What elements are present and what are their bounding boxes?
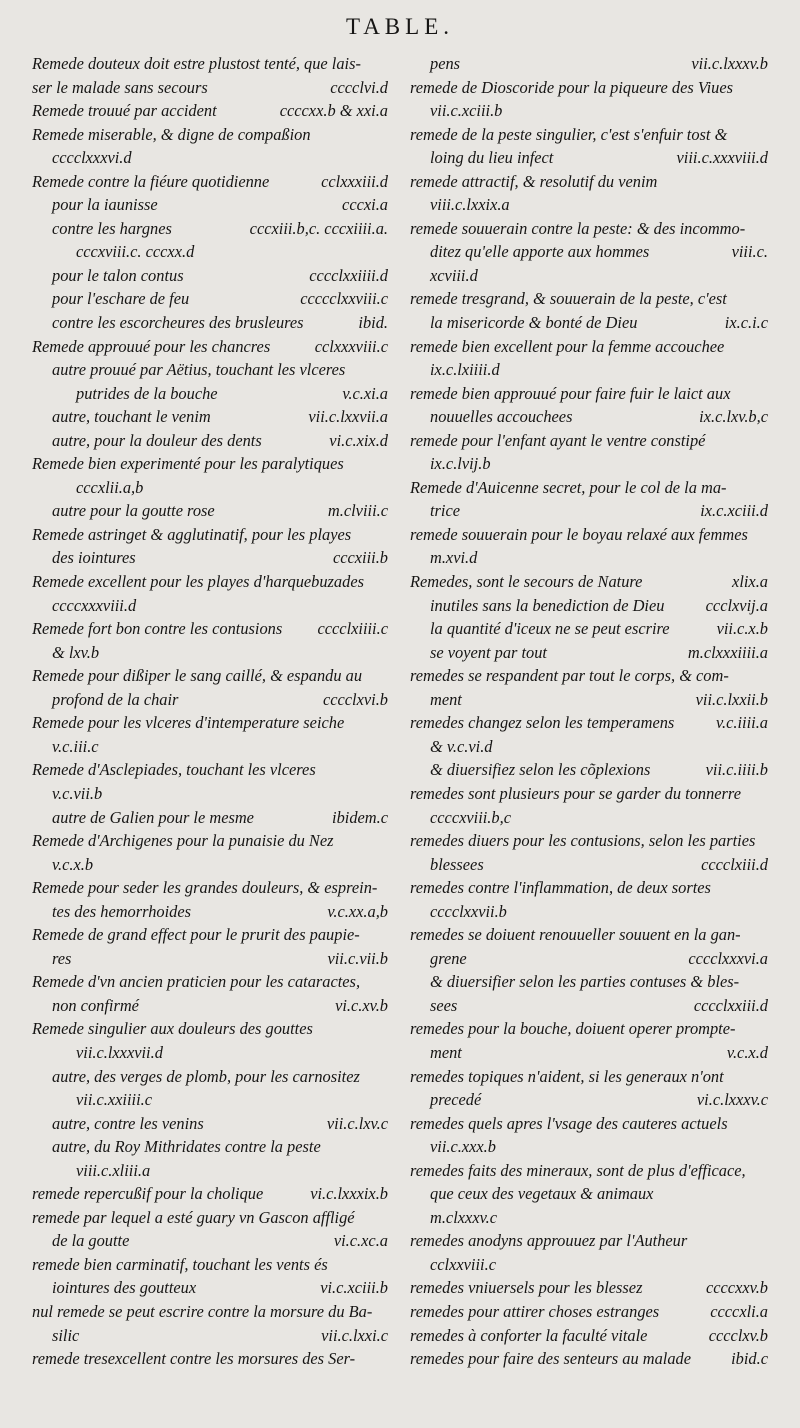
page-reference: vi.c.lxxxv.c	[696, 1090, 768, 1110]
entry-text: remede souuerain pour le boyau relaxé aux femmes	[410, 524, 748, 544]
entry-text: cccxviii.c. cccxx.d	[76, 242, 195, 262]
page-reference: vii.c.iiii.b	[705, 760, 768, 780]
index-line	[410, 123, 768, 147]
entry-text: ccccxviii.b,c	[430, 807, 511, 827]
entry-text: remede bien approuué pour faire fuir le laict aux	[410, 383, 731, 403]
page-reference: vii.c.lxv.c	[326, 1113, 388, 1133]
entry-text: inutiles sans la benediction de Dieu	[430, 595, 665, 615]
index-line	[410, 52, 768, 76]
entry-text: ditez qu'elle apporte aux hommes	[430, 242, 650, 262]
entry-text: remedes sont plusieurs pour se garder du tonnerre	[410, 783, 741, 803]
entry-text: profond de la chair	[52, 689, 179, 709]
index-line	[32, 664, 388, 688]
index-line	[410, 806, 768, 830]
entry-text: remedes anodyns approuuez par l'Autheur	[410, 1231, 688, 1251]
index-line	[32, 1206, 388, 1230]
index-line	[410, 1135, 768, 1159]
page-reference: vi.c.xciii.b	[320, 1278, 388, 1298]
entry-text: viii.c.lxxix.a	[430, 195, 510, 215]
entry-text: remede attractif, & resolutif du venim	[410, 171, 658, 191]
entry-text: xcviii.d	[430, 265, 478, 285]
entry-text: ix.c.lvij.b	[430, 454, 491, 474]
index-line	[32, 1088, 388, 1112]
page-reference: vii.c.lxxi.c	[321, 1325, 388, 1345]
page-reference: cccclxiii.d	[701, 854, 768, 874]
index-line	[410, 287, 768, 311]
index-line	[32, 735, 388, 759]
index-line	[410, 546, 768, 570]
entry-text: remede de Dioscoride pour la piqueure des Viues	[410, 77, 734, 97]
entry-text: remede pour l'enfant ayant le ventre constipé	[410, 430, 706, 450]
index-line	[32, 382, 388, 406]
index-line	[410, 900, 768, 924]
entry-text: cccclxxvii.b	[430, 901, 507, 921]
entry-text: cccxlii.a,b	[76, 477, 144, 497]
entry-text: Remede contre la fiéure quotidienne	[32, 171, 270, 191]
index-line	[32, 947, 388, 971]
entry-text: remede de la peste singulier, c'est s'enfuir tost &	[410, 124, 728, 144]
index-line	[32, 1276, 388, 1300]
entry-text: la misericorde & bonté de Dieu	[430, 313, 638, 333]
entry-text: Remede excellent pour les playes d'harquebuzades	[32, 572, 364, 592]
index-line	[410, 1065, 768, 1089]
entry-text: remede tresexcellent contre les morsures des Ser-	[32, 1349, 356, 1369]
entry-text: Remede pour seder les grandes douleurs, & esprein-	[32, 878, 378, 898]
entry-text: pour l'eschare de feu	[52, 289, 190, 309]
entry-text: remede souuerain contre la peste: & des incommo-	[410, 218, 746, 238]
index-line	[32, 900, 388, 924]
page-reference: v.c.xx.a,b	[327, 901, 388, 921]
page-reference: vi.c.xv.b	[335, 995, 388, 1015]
index-line	[32, 970, 388, 994]
index-line	[32, 806, 388, 830]
entry-text: remedes faits des mineraux, sont de plus d'efficace,	[410, 1160, 746, 1180]
page-reference: vii.c.vii.b	[327, 948, 388, 968]
entry-text: remedes topiques n'aident, si les generaux n'ont	[410, 1066, 724, 1086]
index-line	[410, 264, 768, 288]
entry-text: iointures des goutteux	[52, 1278, 197, 1298]
page-reference: ccccxli.a	[710, 1301, 768, 1321]
entry-text: remedes quels apres l'vsage des cauteres actuels	[410, 1113, 728, 1133]
page-reference: cclxxxiii.d	[321, 171, 388, 191]
index-line	[410, 570, 768, 594]
index-line	[32, 287, 388, 311]
index-line	[32, 264, 388, 288]
entry-text: Remede singulier aux douleurs des gouttes	[32, 1019, 313, 1039]
entry-text: remede par lequel a esté guary vn Gascon affligé	[32, 1207, 355, 1227]
index-line	[410, 311, 768, 335]
index-line	[410, 876, 768, 900]
entry-text: m.clxxxv.c	[430, 1207, 498, 1227]
index-line	[32, 923, 388, 947]
index-line	[410, 735, 768, 759]
entry-text: m.xvi.d	[430, 548, 478, 568]
entry-text: pens	[430, 54, 461, 73]
page-reference: v.c.iiii.a	[715, 713, 768, 733]
index-line	[410, 1229, 768, 1253]
index-line	[410, 688, 768, 712]
index-line	[410, 947, 768, 971]
page-reference: cccclxxiii.d	[693, 995, 768, 1015]
page-reference: ccclxvij.a	[705, 595, 768, 615]
entry-text: Remede pour les vlceres d'intemperature seiche	[32, 713, 345, 733]
index-line	[410, 335, 768, 359]
entry-text: remede tresgrand, & souuerain de la peste, c'est	[410, 289, 727, 309]
page-header-title: TABLE.	[345, 14, 454, 39]
index-line	[32, 358, 388, 382]
index-line	[410, 617, 768, 641]
entry-text: remedes pour faire des senteurs au malade	[410, 1349, 692, 1369]
index-line	[32, 688, 388, 712]
entry-text: remedes diuers pour les contusions, selon les parties	[410, 831, 756, 851]
entry-text: Remede d'vn ancien praticien pour les cataractes,	[32, 972, 361, 992]
index-line	[410, 382, 768, 406]
index-line	[410, 1112, 768, 1136]
index-line	[410, 782, 768, 806]
index-line	[32, 1159, 388, 1183]
entry-text: & diuersifier selon les parties contuses & bles-	[430, 972, 740, 992]
entry-text: remedes pour la bouche, doiuent operer prompte-	[410, 1019, 736, 1039]
page-reference: cccclxiiii.c	[317, 619, 388, 639]
index-line	[32, 429, 388, 453]
entry-text: & lxv.b	[52, 642, 100, 662]
entry-text: Remede d'Auicenne secret, pour le col de la ma-	[410, 477, 727, 497]
index-line	[410, 1041, 768, 1065]
entry-text: vii.c.lxxxvii.d	[76, 1042, 163, 1062]
index-line	[32, 1229, 388, 1253]
index-line	[410, 76, 768, 100]
index-line	[32, 1041, 388, 1065]
page-reference: vi.c.xix.d	[329, 430, 388, 450]
index-line	[32, 193, 388, 217]
index-line	[410, 1300, 768, 1324]
index-line	[32, 1135, 388, 1159]
page-reference: vi.c.xc.a	[333, 1231, 388, 1251]
entry-text: v.c.x.b	[52, 854, 94, 874]
index-line	[32, 594, 388, 618]
entry-text: vii.c.xxiiii.c	[76, 1090, 152, 1110]
page-reference: vi.c.lxxxix.b	[310, 1184, 388, 1204]
entry-text: vii.c.xciii.b	[430, 101, 503, 121]
page-reference: vii.c.lxxvii.a	[308, 407, 388, 427]
entry-text: Remede fort bon contre les contusions	[32, 619, 283, 639]
page-reference: cccxi.a	[342, 195, 388, 215]
index-line	[32, 829, 388, 853]
index-line	[410, 240, 768, 264]
index-line	[410, 1347, 768, 1371]
entry-text: vii.c.xxx.b	[430, 1137, 496, 1157]
index-line	[410, 664, 768, 688]
page-reference: v.c.xi.a	[342, 383, 388, 403]
index-line	[410, 923, 768, 947]
entry-text: Remede trouué par accident	[32, 101, 217, 121]
index-line	[32, 1112, 388, 1136]
entry-text: remedes changez selon les temperamens	[410, 713, 675, 733]
entry-text: precedé	[430, 1090, 482, 1110]
index-line	[32, 405, 388, 429]
entry-text: viii.c.xliii.a	[76, 1160, 151, 1180]
index-line	[32, 52, 388, 76]
page-reference: ibid.	[358, 313, 388, 333]
index-line	[32, 1300, 388, 1324]
index-line	[32, 76, 388, 100]
entry-text: cclxxviii.c	[430, 1254, 496, 1274]
entry-text: Remede astringet & agglutinatif, pour les playes	[32, 524, 352, 544]
index-line	[32, 711, 388, 735]
index-line	[32, 146, 388, 170]
entry-text: trice	[430, 501, 461, 521]
entry-text: grene	[430, 948, 467, 968]
page-reference: cccxiii.b	[332, 548, 388, 568]
index-line	[410, 1206, 768, 1230]
page-reference: viii.c.	[731, 242, 768, 262]
index-line	[32, 876, 388, 900]
page-reference: vii.c.lxxxv.b	[691, 54, 768, 73]
entry-text: de la goutte	[52, 1231, 130, 1251]
page-reference: vii.c.x.b	[716, 619, 768, 639]
entry-text: Remede de grand effect pour le prurit des paupie-	[32, 925, 360, 945]
entry-text: remedes pour attirer choses estranges	[410, 1301, 660, 1321]
entry-text: autre, touchant le venim	[52, 407, 211, 427]
page-reference: v.c.x.d	[726, 1042, 768, 1062]
index-line	[32, 641, 388, 665]
entry-text: blessees	[430, 854, 484, 874]
index-line	[32, 1182, 388, 1206]
page-reference: cccclxvi.b	[322, 689, 388, 709]
entry-text: & diuersifiez selon les cõplexions	[430, 760, 651, 780]
entry-text: autre prouué par Aëtius, touchant les vlceres	[52, 360, 346, 380]
entry-text: pour la iaunisse	[52, 195, 158, 215]
entry-text: remedes vniuersels pour les blessez	[410, 1278, 643, 1298]
entry-text: se voyent par tout	[430, 642, 547, 662]
index-line	[410, 358, 768, 382]
page-reference: cclxxxviii.c	[314, 336, 388, 356]
entry-text: Remede d'Archigenes pour la punaisie du Nez	[32, 831, 334, 851]
index-line	[32, 99, 388, 123]
index-line	[410, 594, 768, 618]
index-line	[410, 452, 768, 476]
index-line	[32, 123, 388, 147]
entry-text: putrides de la bouche	[76, 383, 218, 403]
index-line	[32, 1065, 388, 1089]
entry-text: autre de Galien pour le mesme	[52, 807, 254, 827]
index-line	[32, 758, 388, 782]
entry-text: Remede d'Asclepiades, touchant les vlceres	[32, 760, 316, 780]
index-line	[32, 994, 388, 1018]
index-line	[410, 1017, 768, 1041]
entry-text: v.c.iii.c	[52, 736, 99, 756]
entry-text: remedes se respandent par tout le corps, & com-	[410, 666, 729, 686]
entry-text: non confirmé	[52, 995, 139, 1015]
index-line	[410, 1276, 768, 1300]
left-column	[32, 52, 388, 1371]
page-reference: xlix.a	[732, 572, 768, 592]
entry-text: sees	[430, 995, 458, 1015]
entry-text: v.c.vii.b	[52, 783, 103, 803]
index-line	[410, 523, 768, 547]
entry-text: & v.c.vi.d	[430, 736, 493, 756]
entry-text: silic	[52, 1325, 80, 1345]
entry-text: res	[52, 948, 72, 968]
index-line	[410, 405, 768, 429]
entry-text: ser le malade sans secours	[32, 77, 208, 97]
entry-text: autre, contre les venins	[52, 1113, 204, 1133]
entry-text: autre pour la goutte rose	[52, 501, 215, 521]
index-line	[32, 546, 388, 570]
entry-text: remedes contre l'inflammation, de deux sortes	[410, 878, 711, 898]
page-reference: ix.c.xciii.d	[700, 501, 768, 521]
page-reference: ix.c.i.c	[724, 313, 768, 333]
index-line	[410, 853, 768, 877]
entry-text: nouuelles accouchees	[430, 407, 573, 427]
page-reference: cccclxxiiii.d	[309, 265, 388, 285]
entry-text: remede bien excellent pour la femme accouchee	[410, 336, 725, 356]
index-line	[410, 476, 768, 500]
entry-text: Remede bien experimenté pour les paralytiques	[32, 454, 344, 474]
entry-text: loing du lieu infect	[430, 148, 554, 168]
entry-text: Remede miserable, & digne de compaßion	[32, 124, 311, 144]
entry-text: Remede douteux doit estre plustost tenté, que lais-	[32, 54, 361, 73]
entry-text: contre les escorcheures des brusleures	[52, 313, 304, 333]
entry-text: ment	[430, 689, 462, 709]
index-line	[410, 1253, 768, 1277]
page-reference: m.clviii.c	[327, 501, 388, 521]
page-reference: cccclxxxvi.a	[688, 948, 768, 968]
index-line	[410, 1324, 768, 1348]
index-line	[32, 617, 388, 641]
entry-text: autre, du Roy Mithridates contre la peste	[52, 1137, 321, 1157]
entry-text: nul remede se peut escrire contre la morsure du Ba-	[32, 1301, 373, 1321]
index-line	[32, 1253, 388, 1277]
entry-text: autre, des verges de plomb, pour les carnositez	[52, 1066, 360, 1086]
page-reference: m.clxxxiiii.a	[687, 642, 768, 662]
page-reference: ibidem.c	[332, 807, 388, 827]
index-line	[32, 1324, 388, 1348]
page-reference: ccccclxxviii.c	[300, 289, 388, 309]
index-line	[410, 499, 768, 523]
entry-text: remede bien carminatif, touchant les vents és	[32, 1254, 328, 1274]
page-reference: ccccxx.b & xxi.a	[279, 101, 388, 121]
right-column	[410, 52, 768, 1371]
entry-text: la quantité d'iceux ne se peut escrire	[430, 619, 670, 639]
index-line	[410, 170, 768, 194]
index-line	[410, 217, 768, 241]
index-line	[410, 1182, 768, 1206]
entry-text: remedes se doiuent renouueller souuent en la gan-	[410, 925, 741, 945]
index-line	[32, 853, 388, 877]
index-line	[410, 829, 768, 853]
entry-text: remede repercußif pour la cholique	[32, 1184, 264, 1204]
entry-text: des iointures	[52, 548, 136, 568]
index-line	[32, 782, 388, 806]
entry-text: ccccxxxviii.d	[52, 595, 137, 615]
index-line	[410, 193, 768, 217]
index-line	[32, 1347, 388, 1371]
entry-text: cccclxxxvi.d	[52, 148, 132, 168]
index-line	[32, 452, 388, 476]
page-reference: cccclvi.d	[330, 77, 388, 97]
page-reference: cccxiii.b,c. cccxiiii.a.	[249, 218, 388, 238]
entry-text: ment	[430, 1042, 462, 1062]
index-line	[410, 1159, 768, 1183]
entry-text: ix.c.lxiiii.d	[430, 360, 500, 380]
index-line	[410, 641, 768, 665]
entry-text: Remedes, sont le secours de Nature	[410, 572, 643, 592]
index-line	[32, 523, 388, 547]
index-line	[32, 240, 388, 264]
entry-text: que ceux des vegetaux & animaux	[430, 1184, 654, 1204]
index-line	[410, 711, 768, 735]
index-line	[410, 99, 768, 123]
index-line	[32, 335, 388, 359]
index-line	[410, 970, 768, 994]
index-line	[32, 570, 388, 594]
page-reference: ccccxxv.b	[705, 1278, 768, 1298]
page-reference: ibid.c	[731, 1349, 768, 1369]
page-reference: ix.c.lxv.b,c	[699, 407, 768, 427]
index-line	[32, 170, 388, 194]
entry-text: tes des hemorrhoides	[52, 901, 192, 921]
entry-text: Remede approuué pour les chancres	[32, 336, 271, 356]
entry-text: remedes à conforter la faculté vitale	[410, 1325, 648, 1345]
index-line	[410, 1088, 768, 1112]
page-reference: viii.c.xxxviii.d	[676, 148, 768, 168]
index-line	[32, 476, 388, 500]
index-line	[410, 994, 768, 1018]
index-line	[32, 1017, 388, 1041]
entry-text: contre les hargnes	[52, 218, 172, 238]
index-line	[410, 146, 768, 170]
page-reference: vii.c.lxxii.b	[695, 689, 768, 709]
index-line	[32, 499, 388, 523]
index-line	[32, 311, 388, 335]
index-line	[32, 217, 388, 241]
entry-text: pour le talon contus	[52, 265, 184, 285]
page-reference: cccclxv.b	[708, 1325, 768, 1345]
index-line	[410, 429, 768, 453]
index-line	[410, 758, 768, 782]
entry-text: autre, pour la douleur des dents	[52, 430, 262, 450]
entry-text: Remede pour dißiper le sang caillé, & espandu au	[32, 666, 363, 686]
